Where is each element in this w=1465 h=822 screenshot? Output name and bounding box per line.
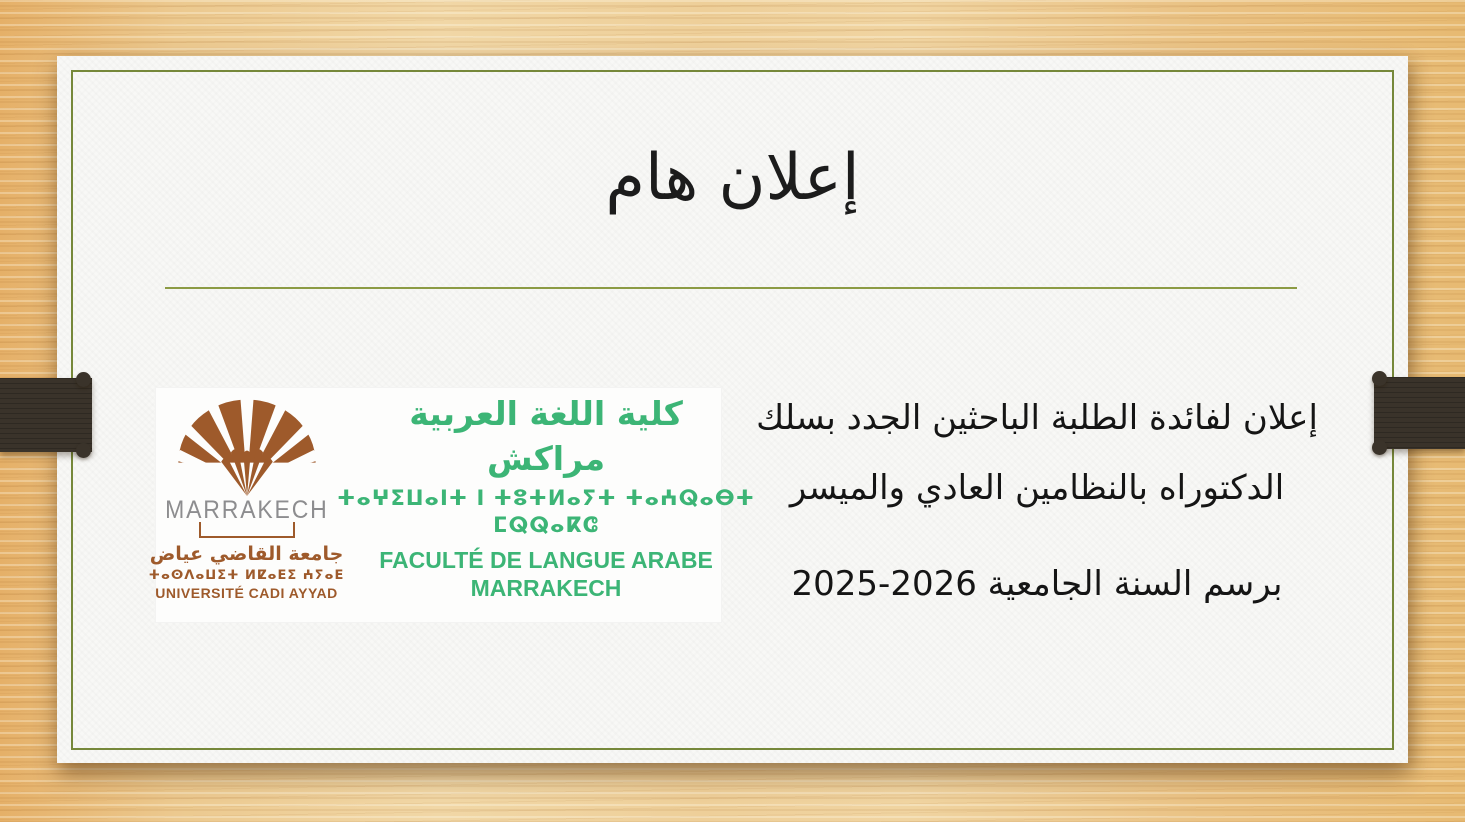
palm-fan-icon xyxy=(171,394,323,496)
slide-card xyxy=(57,56,1408,763)
ribbon-knob xyxy=(1372,371,1387,386)
university-name-tifinagh: ⵜⴰⵙⴷⴰⵡⵉⵜ ⵍⵇⴰⴹⵉ ⵄⵢⴰⴹ xyxy=(148,568,345,583)
title-divider-line xyxy=(165,287,1297,289)
ribbon-knob xyxy=(76,443,91,458)
announcement-academic-year: برسم السنة الجامعية 2026-2025 xyxy=(791,564,1283,604)
slide-title: إعلان هام xyxy=(605,141,860,215)
faculty-name-column xyxy=(337,388,755,622)
ribbon-knob xyxy=(1372,440,1387,455)
announcement-line-1: إعلان لفائدة الطلبة الباحثين الجدد بسلك xyxy=(756,398,1318,438)
faculty-name-tifinagh-line1: ⵜⴰⵖⵉⵡⴰⵏⵜ ⵏ ⵜⵓⵜⵍⴰⵢⵜ ⵜⴰⵄⵕⴰⴱⵜ xyxy=(337,486,756,511)
faculty-name-latin-line1: FACULTÉ DE LANGUE ARABE xyxy=(379,546,713,573)
ribbon-knob xyxy=(76,372,91,387)
faculty-name-tifinagh-line2: ⵎⵕⵕⴰⴽⵛ xyxy=(493,513,599,538)
right-ribbon-decoration xyxy=(1374,377,1465,449)
announcement-text-block xyxy=(707,383,1367,619)
university-logo-column xyxy=(148,388,345,622)
faculty-name-latin-line2: MARRAKECH xyxy=(470,575,622,602)
faculty-name-arabic-line1: كلية اللغة العربية xyxy=(409,394,683,433)
university-name-latin: UNIVERSITÉ CADI AYYAD xyxy=(155,585,338,601)
faculty-name-arabic-line2: مراكش xyxy=(486,438,606,478)
faculty-logo-plaque xyxy=(148,387,756,623)
announcement-line-2: الدكتوراه بالنظامين العادي والميسر xyxy=(789,468,1285,508)
logo-city-name: MARRAKECH xyxy=(164,496,329,524)
university-name-arabic: جامعة القاضي عياض xyxy=(149,543,344,565)
left-ribbon-decoration xyxy=(0,378,92,452)
